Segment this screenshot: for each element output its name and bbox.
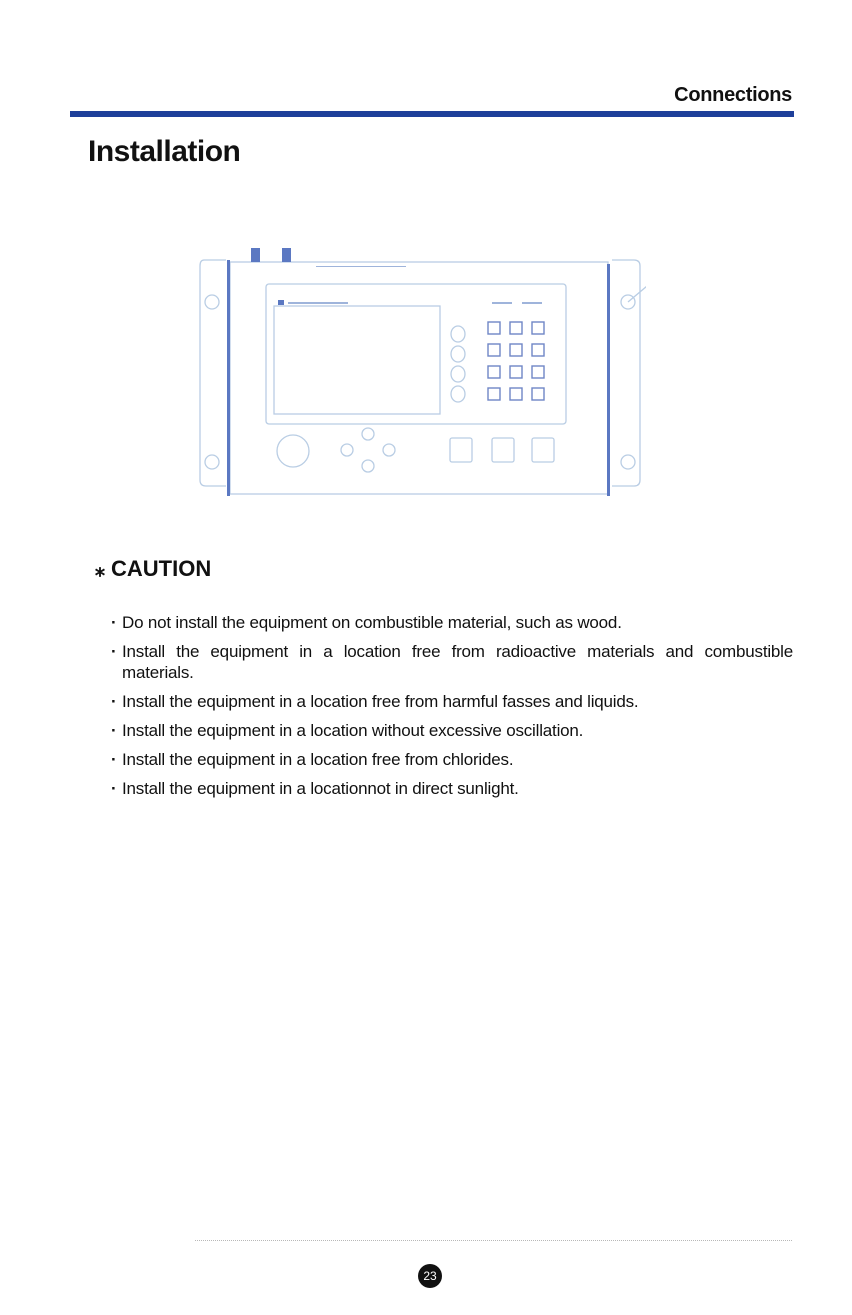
- footer-divider: [195, 1240, 792, 1241]
- list-item: · Do not install the equipment on combustible material, such as wood.: [113, 612, 793, 633]
- list-item: · Install the equipment in a location free from harmful fasses and liquids.: [113, 691, 793, 712]
- device-front-panel-icon: [196, 240, 646, 502]
- caution-heading: [95, 556, 211, 582]
- page-number: 23: [418, 1264, 442, 1288]
- list-item: · Install the equipment in a location free from radioactive materials and combustible materials.: [113, 641, 793, 683]
- page-title: Installation: [88, 135, 241, 168]
- section-header: Connections: [674, 84, 792, 106]
- asterisk-icon: ⁎: [95, 558, 105, 581]
- list-item: · Install the equipment in a location without excessive oscillation.: [113, 720, 793, 741]
- header-rule: [70, 111, 794, 117]
- caution-list: [113, 612, 793, 807]
- caution-title: CAUTION: [111, 556, 212, 581]
- list-item: · Install the equipment in a location free from chlorides.: [113, 749, 793, 770]
- list-item: · Install the equipment in a locationnot in direct sunlight.: [113, 778, 793, 799]
